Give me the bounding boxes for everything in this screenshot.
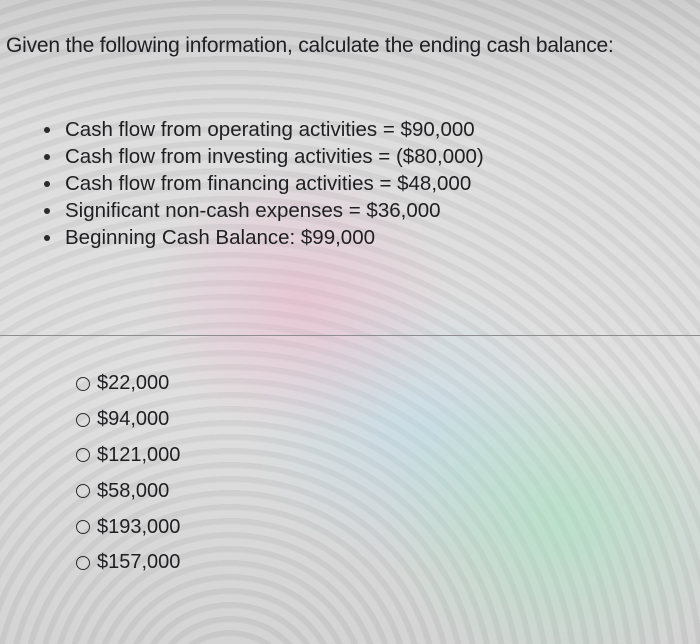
given-information-list <box>44 116 484 251</box>
answer-option-1[interactable] <box>76 366 180 402</box>
bullet-icon <box>44 127 50 133</box>
answer-option-label[interactable]: $157,000 <box>97 551 181 574</box>
answer-option-2[interactable] <box>76 402 180 438</box>
bullet-icon <box>44 235 50 241</box>
bullet-icon <box>44 154 50 160</box>
section-divider <box>0 335 700 336</box>
radio-button-icon[interactable] <box>76 484 90 498</box>
info-item-beginning-balance <box>44 224 484 251</box>
info-item-label: Cash flow from operating activities = $90,000 <box>65 117 475 141</box>
radio-button-icon[interactable] <box>76 520 90 534</box>
info-item-financing <box>44 170 484 197</box>
answer-option-label[interactable]: $58,000 <box>97 479 170 502</box>
info-item-label: Beginning Cash Balance: $99,000 <box>65 225 376 249</box>
info-item-label: Significant non-cash expenses = $36,000 <box>65 198 441 222</box>
answer-option-6[interactable] <box>76 545 180 581</box>
info-item-label: Cash flow from financing activities = $48,000 <box>65 171 472 195</box>
answer-option-label[interactable]: $121,000 <box>97 443 181 466</box>
radio-button-icon[interactable] <box>76 413 90 427</box>
info-item-operating <box>44 116 484 143</box>
info-item-noncash <box>44 197 484 224</box>
answer-option-label[interactable]: $94,000 <box>97 408 170 431</box>
info-item-investing <box>44 143 484 170</box>
question-text: Given the following information, calculate the ending cash balance: <box>6 34 614 57</box>
answer-options-list <box>76 366 180 581</box>
bullet-icon <box>44 181 50 187</box>
radio-button-icon[interactable] <box>76 377 90 391</box>
answer-option-5[interactable] <box>76 509 180 545</box>
radio-button-icon[interactable] <box>76 556 90 570</box>
answer-option-label[interactable]: $193,000 <box>97 515 181 538</box>
answer-option-4[interactable] <box>76 473 180 509</box>
info-item-label: Cash flow from investing activities = ($80,000) <box>65 144 484 168</box>
radio-button-icon[interactable] <box>76 448 90 462</box>
answer-option-3[interactable] <box>76 438 180 474</box>
answer-option-label[interactable]: $22,000 <box>97 372 170 395</box>
bullet-icon <box>44 208 50 214</box>
